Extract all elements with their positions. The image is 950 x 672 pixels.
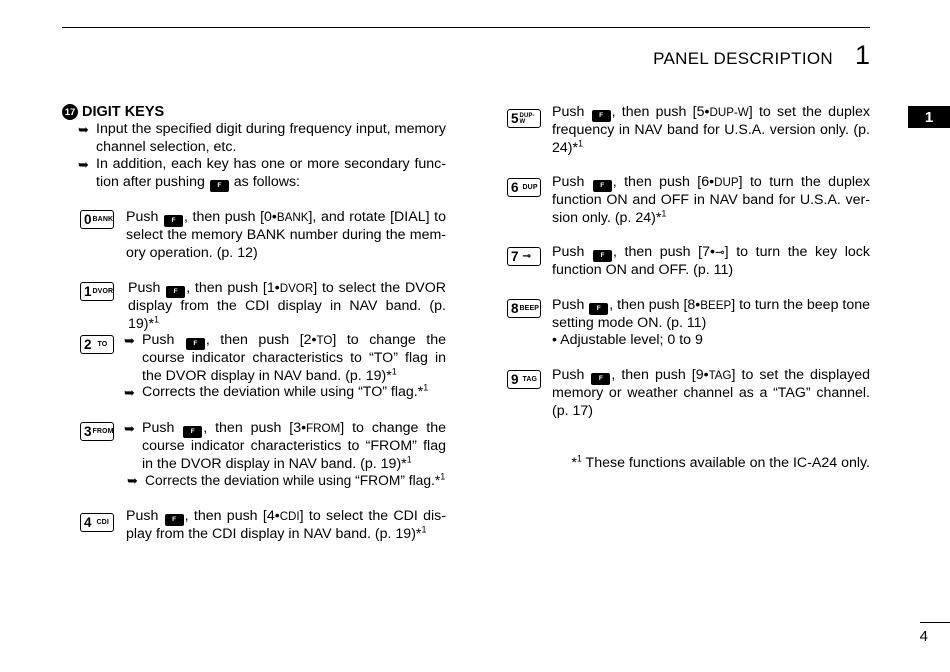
key-7-description: Push F , then push [7•⊸] to turn the key lock function ON and OFF. (p. 11) [552, 244, 870, 278]
key-1-dvor-icon: 1 DVOR [80, 282, 114, 301]
page-number: 4 [919, 628, 928, 645]
function-key-icon: F [210, 180, 229, 192]
key-9-tag-icon: 9 TAG [507, 370, 541, 389]
key-3-from-icon: 3 FROM [80, 422, 114, 441]
function-key-icon: F [165, 514, 184, 526]
bullet-item [78, 121, 446, 156]
bullet-item: ➥ Push F , then push [2•TO] to change the course indicator characteristics to “TO” flag in the DVOR display in NAV band. (p. 19)*$^1$ [124, 332, 446, 384]
key-8-description: Push F , then push [8•BEEP] to turn the beep tone setting mode ON. (p. 11) [552, 297, 871, 331]
bullet-item [78, 156, 446, 192]
key-0-bank-icon: 0 BANK [80, 210, 114, 229]
function-key-icon: F [589, 303, 608, 315]
function-key-icon: F [592, 110, 611, 122]
arrow-bullet-icon: ➥ [78, 157, 89, 172]
function-key-icon: F [593, 250, 612, 262]
key-8-note: • Adjustable level; 0 to 9 [552, 332, 703, 348]
arrow-bullet-icon: ➥ [124, 333, 135, 348]
function-key-icon: F [166, 286, 185, 298]
bullet-item: ➥ Push F , then push [3•FROM] to change the course indicator characteristics to “FROM” flag in the DVOR display in NAV band. (p. 19)*$^1$ [124, 420, 446, 472]
key-7-lock-icon: 7 ⊸ [507, 247, 541, 266]
page-header [560, 40, 870, 71]
function-key-icon: F [591, 373, 610, 385]
key-0-description: Push F , then push [0•BANK], and rotate [DIAL] to select the memory BANK number during the mem-ory operation. (p. 12) [126, 209, 446, 261]
footnote: *$^1$ These functions available on the IC-A24 only. [571, 453, 870, 471]
page-number-rule [920, 622, 950, 623]
top-rule [62, 27, 870, 28]
section-number-badge: 17 [62, 104, 78, 120]
function-key-icon: F [164, 215, 183, 227]
bullet-text: In addition, each key has one or more secondary func-tion after pushing F as follows: [96, 156, 446, 190]
bullet-item: ➥ Corrects the deviation while using “TO” flag.*$^1$ [124, 382, 429, 400]
key-icon: ⊸ [714, 246, 725, 259]
key-4-cdi-icon: 4 CDI [80, 513, 114, 532]
key-6-description: Push F , then push [6•DUP] to turn the duplex function ON and OFF in NAV band for U.S.A. ver-sion only. (p. 24)*$^1$ [552, 174, 870, 226]
key-5-dupw-icon: 5 DUP-W [507, 109, 541, 128]
function-key-icon: F [186, 338, 205, 350]
arrow-bullet-icon: ➥ [124, 385, 135, 400]
bullet-item: ➥ Corrects the deviation while using “FROM” flag.*$^1$ [127, 471, 446, 488]
key-8-beep-icon: 8 BEEP [507, 299, 541, 318]
arrow-bullet-icon: ➥ [127, 473, 138, 488]
bullet-text: Input the specified digit during frequency input, memory channel selection, etc. [96, 121, 446, 155]
key-5-description: Push F , then push [5•DUP-W] to set the duplex frequency in NAV band for U.S.A. version only. (p. 24)*$^1$ [552, 104, 870, 156]
arrow-bullet-icon: ➥ [78, 122, 89, 137]
key-9-description: Push F , then push [9•TAG] to set the displayed memory or weather channel as a “TAG” channel. (p. 17) [552, 367, 870, 419]
arrow-bullet-icon: ➥ [124, 421, 135, 436]
section-heading [62, 104, 164, 120]
key-1-description: Push F , then push [1•DVOR] to select the DVOR display from the CDI display in NAV band. (p. 19)*$^1$ [128, 280, 446, 332]
chapter-number: 1 [854, 40, 870, 70]
key-2-to-icon: 2 TO [80, 335, 114, 354]
key-4-description: Push F , then push [4•CDI] to select the CDI dis-play from the CDI display in NAV band. (p. 19)*$^1$ [126, 508, 447, 542]
key-6-dup-icon: 6 DUP [507, 178, 541, 197]
function-key-icon: F [593, 180, 612, 192]
function-key-icon: F [183, 426, 202, 438]
chapter-side-tab[interactable]: 1 [908, 106, 950, 128]
section-title: DIGIT KEYS [82, 104, 165, 120]
header-title: PANEL DESCRIPTION [653, 49, 833, 68]
